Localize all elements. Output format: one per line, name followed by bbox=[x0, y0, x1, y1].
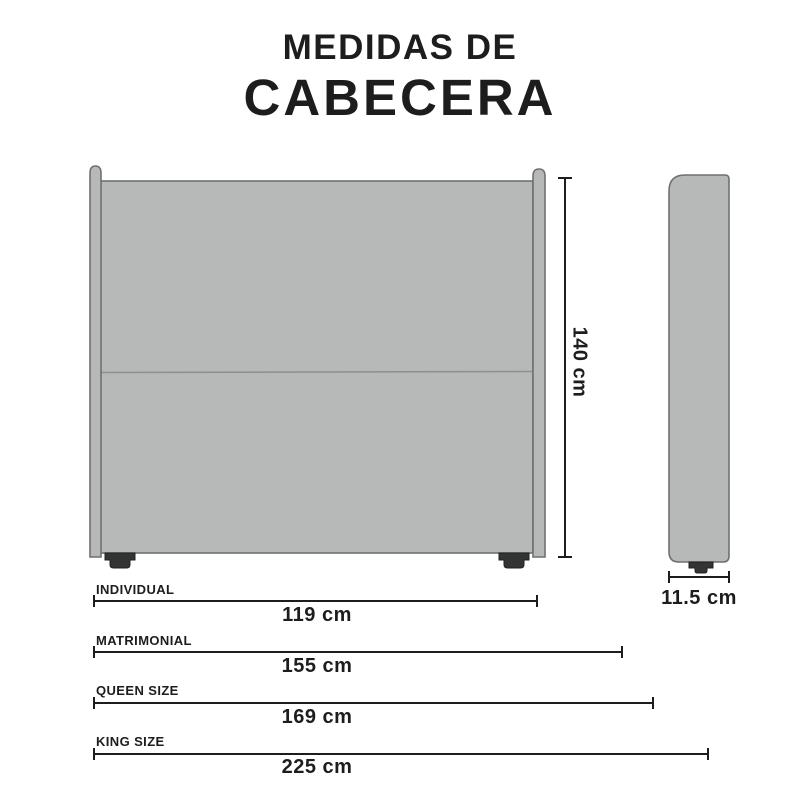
headboard-front-view bbox=[90, 166, 545, 568]
side-foot bbox=[689, 562, 713, 573]
width-dimension-line-king bbox=[94, 748, 708, 760]
page-title-line1: MEDIDAS DE bbox=[282, 28, 518, 67]
front-left-post bbox=[90, 166, 101, 557]
front-left-foot bbox=[105, 553, 135, 568]
size-label-matrimonial: MATRIMONIAL bbox=[96, 633, 192, 648]
size-label-king: KING SIZE bbox=[96, 734, 165, 749]
front-panel-seam-line bbox=[101, 372, 532, 373]
headboard-side-view bbox=[669, 175, 729, 573]
depth-dimension-label: 11.5 cm bbox=[661, 587, 737, 609]
front-panel bbox=[100, 181, 533, 553]
front-right-post bbox=[533, 169, 545, 557]
size-value-matrimonial: 155 cm bbox=[281, 655, 353, 677]
side-panel bbox=[669, 175, 729, 562]
page-title-line2: CABECERA bbox=[243, 69, 557, 126]
size-value-individual: 119 cm bbox=[282, 604, 352, 626]
width-dimension-line-queen bbox=[94, 697, 653, 709]
size-value-queen: 169 cm bbox=[281, 706, 353, 728]
size-label-individual: INDIVIDUAL bbox=[96, 582, 175, 597]
front-right-foot bbox=[499, 553, 529, 568]
height-dimension-label: 140 cm bbox=[568, 326, 591, 398]
size-label-queen: QUEEN SIZE bbox=[96, 683, 179, 698]
size-value-king: 225 cm bbox=[281, 756, 353, 778]
